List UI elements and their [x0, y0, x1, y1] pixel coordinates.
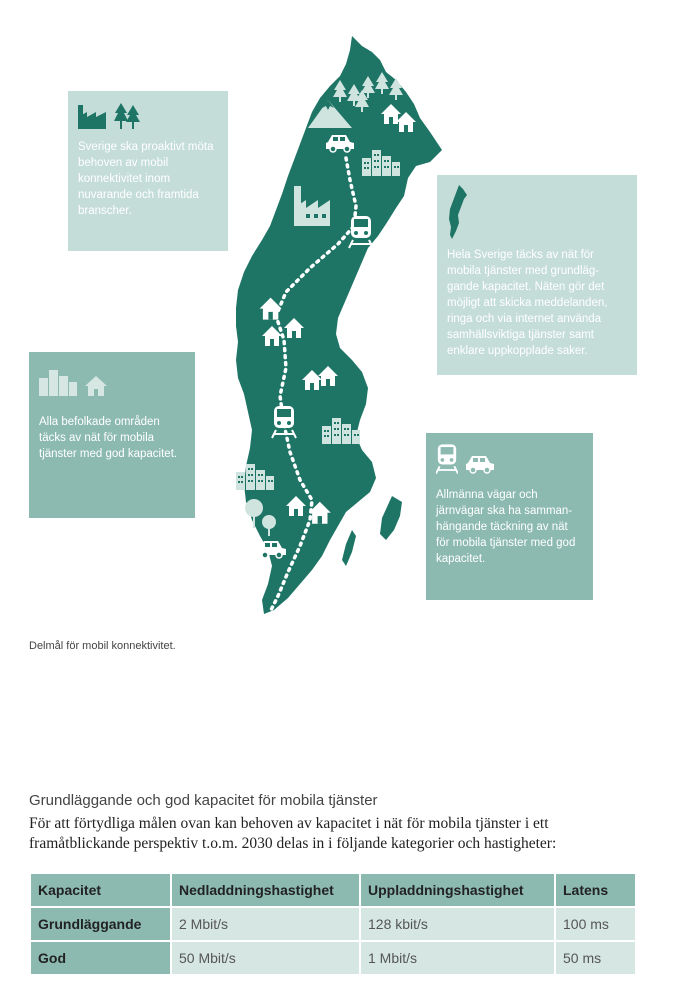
- header-upload: Uppladdningshastighet: [360, 873, 555, 907]
- trees-icon: [114, 103, 140, 129]
- box-icons: [78, 103, 218, 129]
- gotland-shape: [380, 496, 402, 540]
- cell-download: 2 Mbit/s: [171, 907, 360, 941]
- cell-latency: 100 ms: [555, 907, 636, 941]
- info-box-coverage: [437, 175, 637, 375]
- house-icon: [85, 376, 107, 396]
- info-box-populated-areas: [29, 352, 195, 518]
- cell-upload: 1 Mbit/s: [360, 941, 555, 975]
- table-header-row: [30, 873, 636, 907]
- figure-caption: Delmål för mobil konnektivitet.: [29, 640, 176, 652]
- row-label: God: [30, 941, 171, 975]
- info-box-transport: [426, 433, 593, 600]
- section-title: Grundläggande och god kapacitet för mobila tjänster: [29, 792, 378, 809]
- sweden-map-icon: [447, 185, 469, 241]
- box-text: Sverige ska proaktivt möta behoven av mobil konnektivitet inom nuvarande och framtida branscher.: [78, 141, 214, 217]
- box-icons: [436, 443, 583, 475]
- box-icons: [39, 370, 185, 396]
- cell-download: 50 Mbit/s: [171, 941, 360, 975]
- car-icon: [466, 455, 496, 475]
- info-box-industry: [68, 91, 228, 251]
- table-row: [30, 941, 636, 975]
- cell-upload: 128 kbit/s: [360, 907, 555, 941]
- oland-shape: [342, 530, 356, 566]
- box-icons: [447, 185, 627, 241]
- table-row: [30, 907, 636, 941]
- box-text: Hela Sverige täcks av nät för mobila tjänster med grundläg-gande kapacitet. Näten gör det möjligt att skicka meddelanden, ringa och via internet använda samhällsviktiga tjänster samt enklare uppkopplade saker.: [447, 249, 608, 357]
- capacity-table: [29, 872, 637, 976]
- section-body: För att förtydliga målen ovan kan behoven av kapacitet i nät för mobila tjänster i ett framåtblickande perspektiv t.o.m. 2030 delas in i följande kategorier och hastigheter:: [29, 815, 557, 852]
- train-icon: [272, 406, 296, 438]
- train-icon: [436, 443, 458, 475]
- header-latency: Latens: [555, 873, 636, 907]
- box-text: Allmänna vägar och järnvägar ska ha samman-hängande täckning av nät för mobila tjänster med god kapacitet.: [436, 489, 576, 565]
- train-icon: [349, 216, 373, 248]
- box-text: Alla befolkade områden täcks av nät för mobila tjänster med god kapacitet.: [39, 416, 178, 460]
- header-capacity: Kapacitet: [30, 873, 171, 907]
- row-label: Grundläggande: [30, 907, 171, 941]
- factory-icon: [78, 105, 106, 129]
- cell-latency: 50 ms: [555, 941, 636, 975]
- city-buildings-icon: [39, 370, 77, 396]
- header-download: Nedladdningshastighet: [171, 873, 360, 907]
